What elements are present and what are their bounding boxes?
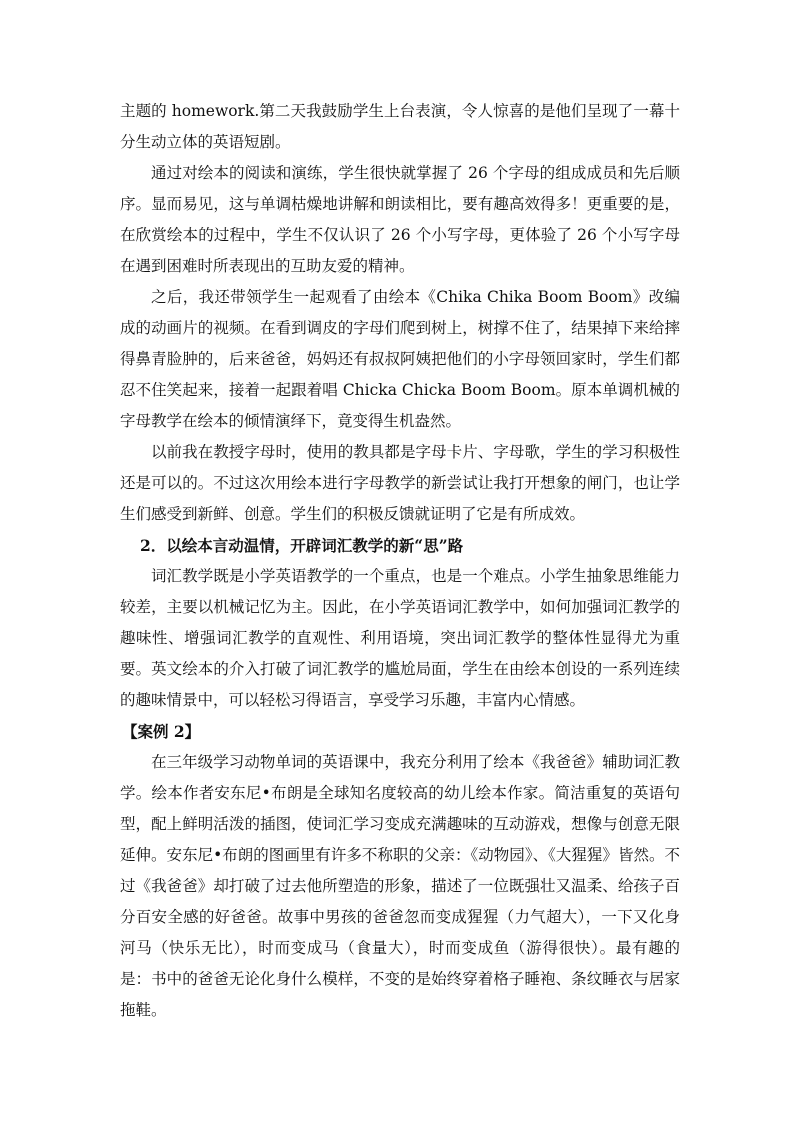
paragraph-my-dad-book: 在三年级学习动物单词的英语课中，我充分利用了绘本《我爸爸》辅助词汇教学。绘本作者安东尼•布朗是全球知名度较高的幼儿绘本作家。简洁重复的英语句型，配上鲜明活泼的插图，使词汇学习变成充满趣味的互动游戏，想像与创意无限延伸。安东尼•布朗的图画里有许多不称职的父亲：《动物园》、《大猩猩》皆然。不过《我爸爸》却打破了过去他所塑造的形象，描述了一位既强壮又温柔、给孩子百分百安全感的好爸爸。故事中男孩的爸爸忽而变成猩猩（力气超大），一下又化身河马（快乐无比），时而变成马（食量大），时而变成鱼（游得很快）。最有趣的是：书中的爸爸无论化身什么模样，不变的是始终穿着格子睡袍、条纹睡衣与居家拖鞋。	[120, 753, 680, 1019]
paragraph-cartoon-video: 之后，我还带领学生一起观看了由绘本《Chika Chika Boom Boom》改编成的动画片的视频。在看到调皮的字母们爬到树上，树撑不住了，结果掉下来给摔得鼻青脸肿的，后来爸爸，妈妈还有叔叔阿姨把他们的小字母领回家时，学生们都忍不住笑起来，接着一起跟着唱 Chicka Chicka Boom Boom。原本单调机械的字母教学在绘本的倾情演绎下，竟变得生机盎然。	[120, 288, 680, 430]
paragraph-vocabulary-teaching: 词汇教学既是小学英语教学的一个重点，也是一个难点。小学生抽象思维能力较差，主要以机械记忆为主。因此，在小学英语词汇教学中，如何加强词汇教学的趣味性、增强词汇教学的直观性、利用语境，突出词汇教学的整体性显得尤为重要。英文绘本的介入打破了词汇教学的尴尬局面，学生在由绘本创设的一系列连续的趣味情景中，可以轻松习得语言，享受学习乐趣，丰富内心情感。	[120, 567, 680, 709]
section-heading-2: 2．以绘本言动温情，开辟词汇教学的新“思”路	[140, 536, 464, 555]
paragraph-reflection: 以前我在教授字母时，使用的教具都是字母卡片、字母歌，学生的学习积极性还是可以的。不过这次用绘本进行字母教学的新尝试让我打开想象的闸门，也让学生们感受到新鲜、创意。学生们的积极反馈就证明了它是有所成效。	[120, 443, 680, 523]
document-page	[120, 96, 680, 1026]
paragraph-alphabet-mastery: 通过对绘本的阅读和演练，学生很快就掌握了 26 个字母的组成成员和先后顺序。显而易见，这与单调枯燥地讲解和朗读相比，要有趣高效得多！更重要的是，在欣赏绘本的过程中，学生不仅认识了 26 个小写字母，更体验了 26 个小写字母在遇到困难时所表现出的互助友爱的精神。	[120, 164, 680, 275]
paragraph-continued: 主题的 homework.第二天我鼓励学生上台表演，令人惊喜的是他们呈现了一幕十分生动立体的英语短剧。	[120, 102, 680, 151]
case-label: 【案例 2】	[122, 722, 201, 741]
